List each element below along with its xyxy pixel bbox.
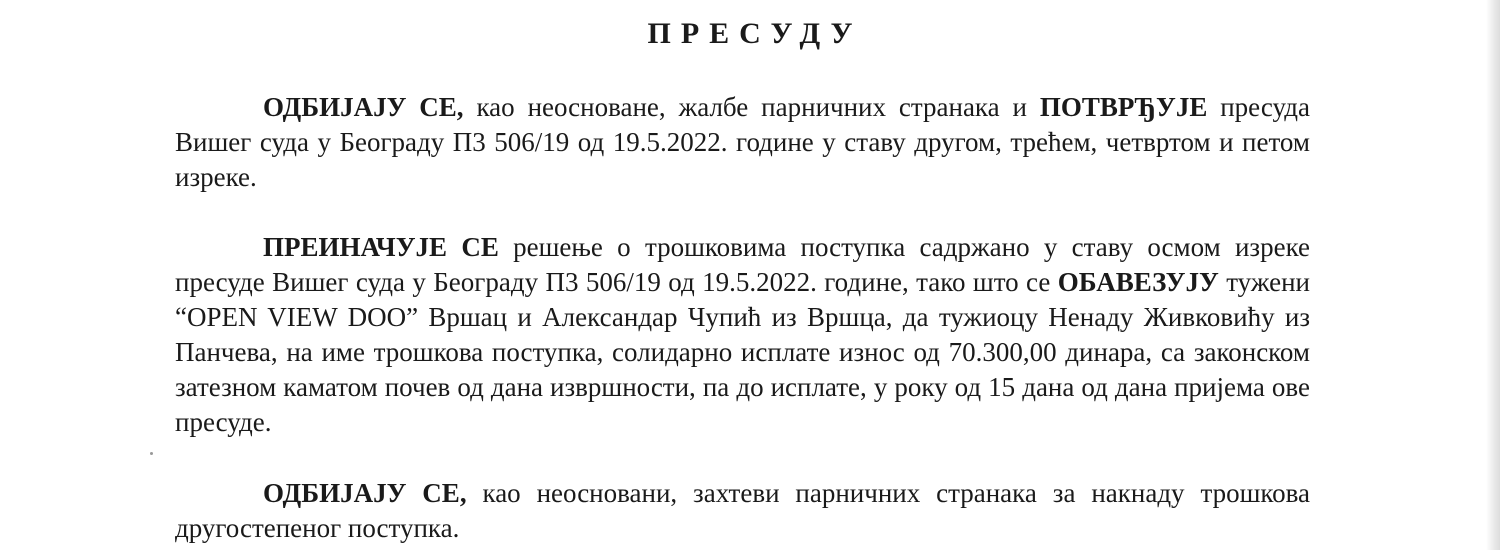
paragraph-1-text-1: као неосноване, жалбе парничних странака и xyxy=(463,92,1040,122)
paragraph-1-text-2: пресуда Вишег суда у Београду П3 506/19 од 19.5.2022. године у ставу другом, трећем, четвртом и петом изреке. xyxy=(175,92,1310,192)
paragraph-3 xyxy=(175,476,1310,546)
page-edge-shadow xyxy=(1486,0,1500,550)
paragraph-2-emphasis: ОБАВЕЗУЈУ xyxy=(1057,267,1219,297)
paragraph-3-lead: ОДБИЈАЈУ СЕ, xyxy=(263,478,467,508)
paragraph-1-lead: ОДБИЈАЈУ СЕ, xyxy=(263,92,464,122)
paragraph-1 xyxy=(175,90,1310,195)
scan-speck xyxy=(150,452,153,455)
paragraph-2 xyxy=(175,230,1310,440)
paragraph-2-text-1: решење о трошковима поступка садржано у ставу осмом изреке пресуде Вишег суда у Београду П3 506/19 од 19.5.2022. године, тако што се xyxy=(175,232,1310,297)
paragraph-1-emphasis: ПОТВРЂУЈЕ xyxy=(1039,92,1208,122)
paragraph-2-lead: ПРЕИНАЧУЈЕ СЕ xyxy=(263,232,499,262)
document-title: ПРЕСУДУ xyxy=(647,17,863,50)
paragraph-3-text-1: као неосновани, захтеви парничних странака за накнаду трошкова другостепеног поступка. xyxy=(175,478,1311,543)
paragraph-2-text-2: тужени “OPEN VIEW DOO” Вршац и Александар Чупић из Вршца, да тужиоцу Ненаду Живковићу из Панчева, на име трошкова поступка, солидарно исплате износ од 70.300,00 динара, са законском затезном каматом почев од дана извршности, па до исплате, у року од 15 дана од дана пријема ове пресуде. xyxy=(175,267,1310,437)
